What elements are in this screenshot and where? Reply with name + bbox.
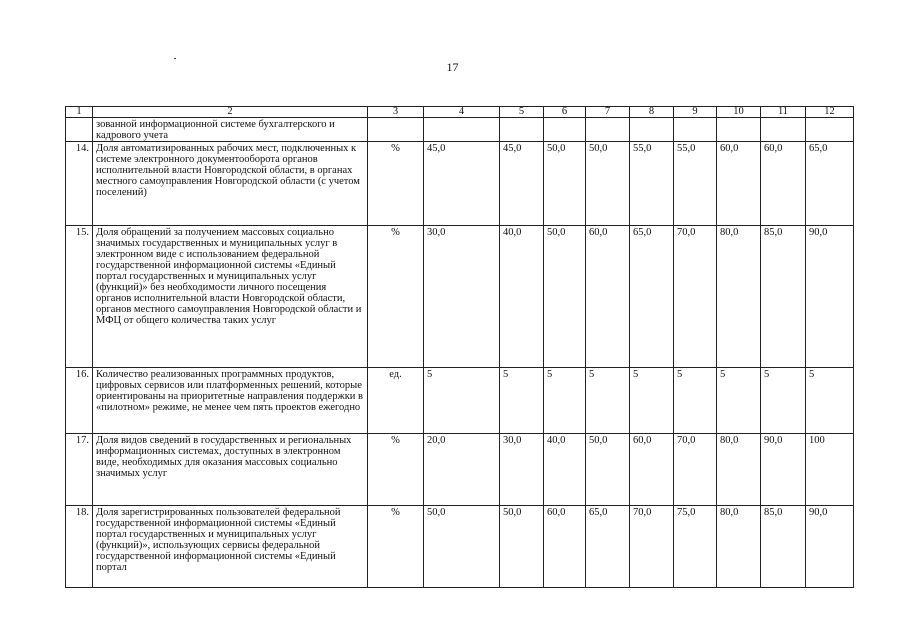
value-cell: 70,0 <box>674 226 717 368</box>
value-cell: 70,0 <box>630 506 674 588</box>
value-cell <box>761 118 806 142</box>
indicator-name: Доля зарегистрированных пользователей федеральной государственной информационной системы «Единый портал государственных и муниципальных услуг (функций)», использующих сервисы федеральной государственной информационной системы «Единый портал <box>93 506 368 588</box>
column-header-5: 5 <box>500 107 544 118</box>
value-cell: 60,0 <box>544 506 586 588</box>
table-row <box>66 506 854 588</box>
value-cell: 60,0 <box>630 434 674 506</box>
value-cell: 30,0 <box>424 226 500 368</box>
value-cell: 80,0 <box>717 434 761 506</box>
value-cell: 65,0 <box>630 226 674 368</box>
indicator-name: Доля автоматизированных рабочих мест, подключенных к системе электронного документооборота органов исполнительной власти Новгородской области, в органах местного самоуправления Новгородской области (с учетом поселений) <box>93 142 368 226</box>
value-cell: 65,0 <box>586 506 630 588</box>
value-cell: 45,0 <box>500 142 544 226</box>
table-row <box>66 142 854 226</box>
value-cell: 90,0 <box>806 506 854 588</box>
value-cell: 20,0 <box>424 434 500 506</box>
row-number: 18. <box>66 506 93 588</box>
value-cell <box>586 118 630 142</box>
row-number: 15. <box>66 226 93 368</box>
value-cell: 40,0 <box>544 434 586 506</box>
indicators-table <box>65 106 854 588</box>
row-number: 16. <box>66 368 93 434</box>
table-row <box>66 226 854 368</box>
scan-speck <box>174 58 176 59</box>
value-cell: 5 <box>761 368 806 434</box>
unit-cell: % <box>368 506 424 588</box>
value-cell: 50,0 <box>586 434 630 506</box>
value-cell <box>424 118 500 142</box>
value-cell: 90,0 <box>806 226 854 368</box>
column-header-1: 1 <box>66 107 93 118</box>
row-number <box>66 118 93 142</box>
value-cell: 30,0 <box>500 434 544 506</box>
value-cell: 70,0 <box>674 434 717 506</box>
value-cell <box>806 118 854 142</box>
value-cell <box>544 118 586 142</box>
column-header-10: 10 <box>717 107 761 118</box>
row-number: 14. <box>66 142 93 226</box>
value-cell: 5 <box>544 368 586 434</box>
unit-cell: % <box>368 142 424 226</box>
value-cell: 80,0 <box>717 226 761 368</box>
column-header-12: 12 <box>806 107 854 118</box>
value-cell <box>717 118 761 142</box>
value-cell: 65,0 <box>806 142 854 226</box>
table-row <box>66 368 854 434</box>
value-cell: 55,0 <box>674 142 717 226</box>
value-cell: 5 <box>806 368 854 434</box>
value-cell: 85,0 <box>761 226 806 368</box>
value-cell <box>500 118 544 142</box>
value-cell: 5 <box>424 368 500 434</box>
column-header-6: 6 <box>544 107 586 118</box>
value-cell: 50,0 <box>544 142 586 226</box>
value-cell: 5 <box>717 368 761 434</box>
value-cell: 85,0 <box>761 506 806 588</box>
value-cell: 5 <box>674 368 717 434</box>
column-header-8: 8 <box>630 107 674 118</box>
indicator-name: Количество реализованных программных продуктов, цифровых сервисов или платформенных решений, которые ориентированы на приоритетные направления поддержки в «пилотном» режиме, не менее чем пять проектов ежегодно <box>93 368 368 434</box>
column-header-7: 7 <box>586 107 630 118</box>
table-header-row <box>66 107 854 118</box>
value-cell: 55,0 <box>630 142 674 226</box>
value-cell: 60,0 <box>717 142 761 226</box>
value-cell: 45,0 <box>424 142 500 226</box>
value-cell <box>630 118 674 142</box>
value-cell: 50,0 <box>544 226 586 368</box>
value-cell: 5 <box>630 368 674 434</box>
value-cell <box>674 118 717 142</box>
column-header-3: 3 <box>368 107 424 118</box>
column-header-11: 11 <box>761 107 806 118</box>
value-cell: 90,0 <box>761 434 806 506</box>
page-number: 17 <box>446 60 459 74</box>
column-header-2: 2 <box>93 107 368 118</box>
indicator-name: зованной информационной системе бухгалтерского и кадрового учета <box>93 118 368 142</box>
value-cell: 60,0 <box>761 142 806 226</box>
table-row <box>66 434 854 506</box>
value-cell: 50,0 <box>586 142 630 226</box>
column-header-4: 4 <box>424 107 500 118</box>
unit-cell <box>368 118 424 142</box>
value-cell: 75,0 <box>674 506 717 588</box>
column-header-9: 9 <box>674 107 717 118</box>
value-cell: 60,0 <box>586 226 630 368</box>
unit-cell: ед. <box>368 368 424 434</box>
unit-cell: % <box>368 434 424 506</box>
table-row <box>66 118 854 142</box>
unit-cell: % <box>368 226 424 368</box>
indicator-name: Доля видов сведений в государственных и региональных информационных системах, доступных в электронном виде, необходимых для оказания массовых социально значимых услуг <box>93 434 368 506</box>
value-cell: 50,0 <box>424 506 500 588</box>
indicator-name: Доля обращений за получением массовых социально значимых государственных и муниципальных услуг в электронном виде с использованием федеральной государственной информационной системы «Единый портал государственных и муниципальных услуг (функций)» без необходимости личного посещения органов исполнительной власти Новгородской области, органов местного самоуправления Новгородской области и МФЦ от общего количества таких услуг <box>93 226 368 368</box>
value-cell: 5 <box>500 368 544 434</box>
value-cell: 80,0 <box>717 506 761 588</box>
row-number: 17. <box>66 434 93 506</box>
table-body <box>66 118 854 588</box>
value-cell: 5 <box>586 368 630 434</box>
value-cell: 100 <box>806 434 854 506</box>
value-cell: 50,0 <box>500 506 544 588</box>
value-cell: 40,0 <box>500 226 544 368</box>
